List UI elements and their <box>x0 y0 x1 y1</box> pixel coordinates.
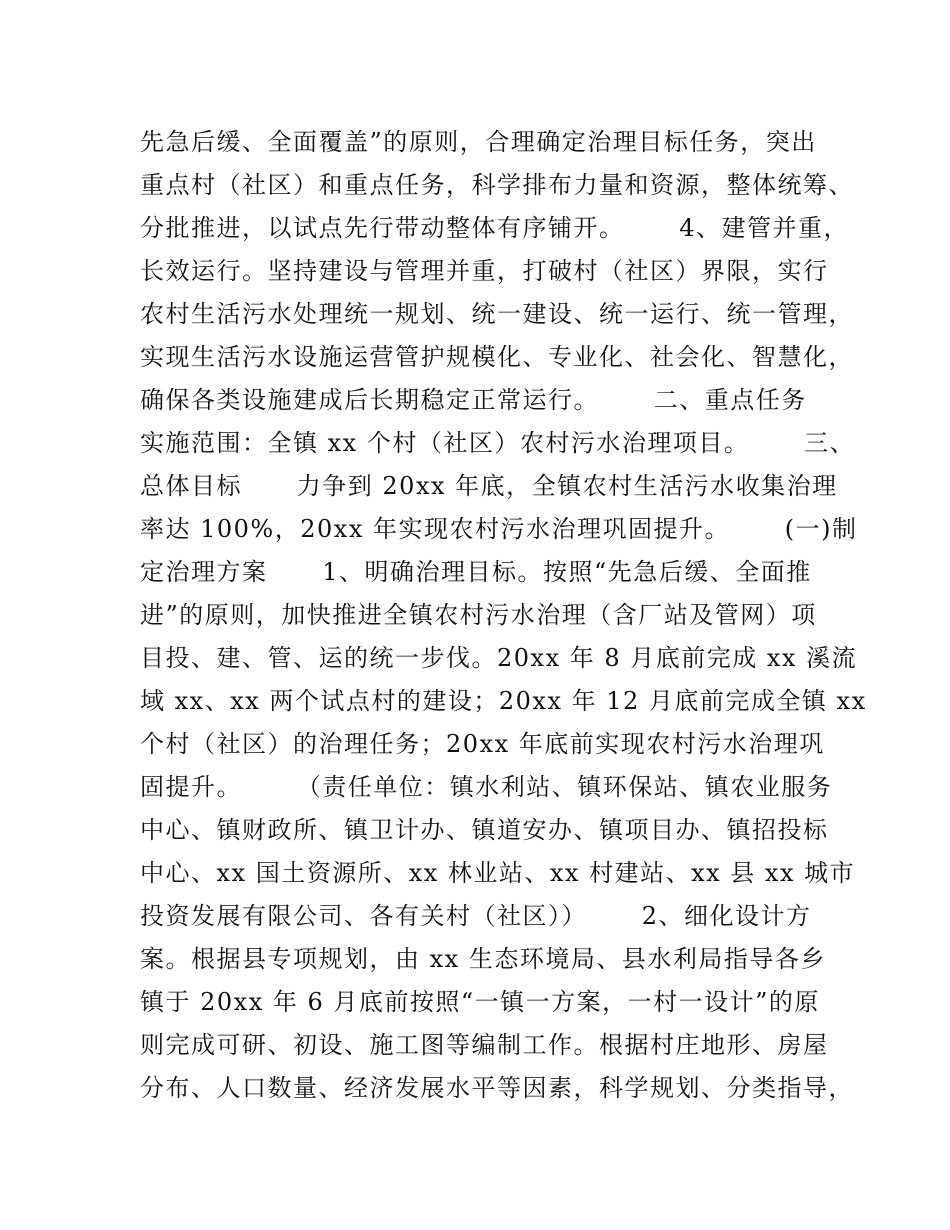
text-line: 固提升。 （责任单位：镇水利站、镇环保站、镇农业服务 <box>140 773 833 801</box>
text-line: 重点村（社区）和重点任务，科学排布力量和资源，整体统筹、 <box>140 171 854 199</box>
text-line: 镇于 20xx 年 6 月底前按照“一镇一方案，一村一设计”的原 <box>140 988 820 1016</box>
text-line: 实施范围：全镇 xx 个村（社区）农村污水治理项目。 三、 <box>140 429 856 457</box>
text-line: 域 xx、xx 两个试点村的建设；20xx 年 12 月底前完成全镇 xx <box>140 687 867 715</box>
text-line: 分布、人口数量、经济发展水平等因素，科学规划、分类指导， <box>140 1074 854 1102</box>
text-line: 进”的原则，加快推进全镇农村污水治理（含厂站及管网）项 <box>140 601 817 629</box>
text-line: 实现生活污水设施运营管护规模化、专业化、社会化、智慧化， <box>140 343 854 371</box>
text-line: 长效运行。坚持建设与管理并重，打破村（社区）界限，实行 <box>140 257 829 285</box>
text-line: 定治理方案 1、明确治理目标。按照“先急后缓、全面推 <box>140 558 812 586</box>
text-line: 中心、镇财政所、镇卫计办、镇道安办、镇项目办、镇招投标 <box>140 816 829 844</box>
text-line: 总体目标 力争到 20xx 年底，全镇农村生活污水收集治理 <box>140 472 838 500</box>
text-line: 案。根据县专项规划，由 xx 生态环境局、县水利局指导各乡 <box>140 945 826 973</box>
text-line: 分批推进，以试点先行带动整体有序铺开。 4、建管并重， <box>140 214 850 242</box>
text-line: 率达 100%，20xx 年实现农村污水治理巩固提升。 (一)制 <box>140 515 858 543</box>
text-line: 目投、建、管、运的统一步伐。20xx 年 8 月底前完成 xx 溪流 <box>140 644 858 672</box>
text-line: 个村（社区）的治理任务；20xx 年底前实现农村污水治理巩 <box>140 730 825 758</box>
text-line: 投资发展有限公司、各有关村（社区）） 2、细化设计方 <box>140 902 812 930</box>
text-line: 则完成可研、初设、施工图等编制工作。根据村庄地形、房屋 <box>140 1031 829 1059</box>
text-line: 中心、xx 国土资源所、xx 林业站、xx 村建站、xx 县 xx 城市 <box>140 859 856 887</box>
text-line: 确保各类设施建成后长期稳定正常运行。 二、重点任务 <box>140 386 807 414</box>
text-line: 农村生活污水处理统一规划、统一建设、统一运行、统一管理， <box>140 300 854 328</box>
text-line: 先急后缓、全面覆盖”的原则，合理确定治理目标任务，突出 <box>140 128 817 156</box>
